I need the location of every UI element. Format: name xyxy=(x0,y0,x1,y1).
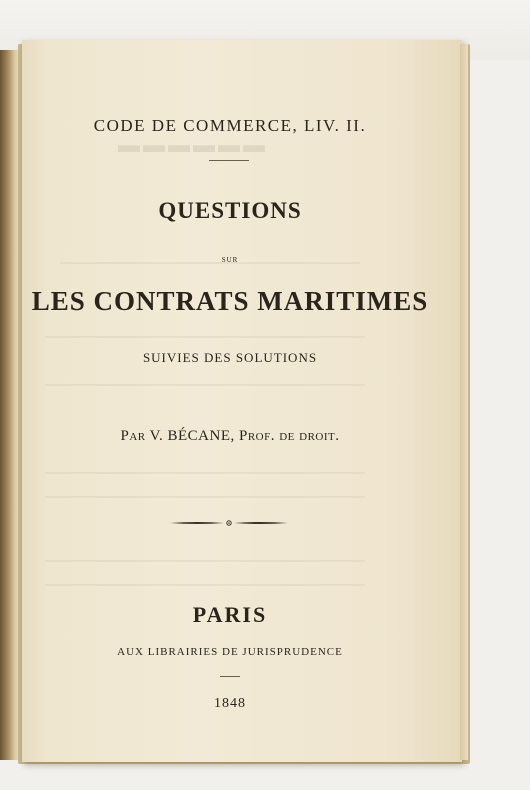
ornament-rule-icon xyxy=(168,518,290,528)
bleed-through-line xyxy=(45,560,365,562)
bleed-through-line xyxy=(45,472,365,474)
book-spine xyxy=(0,50,18,760)
subtitle: SUIVIES DES SOLUTIONS xyxy=(142,350,318,365)
bleed-through-line xyxy=(45,336,365,338)
publication-year: 1848 xyxy=(214,696,246,711)
series-heading: CODE DE COMMERCE, LIV. II. xyxy=(93,116,367,135)
author-line: Par V. BÉCANE, Prof. de droit. xyxy=(120,428,340,444)
bleed-through-heading: ▬▬▬▬▬▬ xyxy=(115,132,265,157)
questions-heading: QUESTIONS xyxy=(158,198,302,223)
main-title: LES CONTRATS MARITIMES xyxy=(31,286,429,316)
divider-rule xyxy=(220,676,240,677)
publication-city: PARIS xyxy=(192,602,268,627)
connector-word: SUR xyxy=(221,256,239,264)
bleed-through-line xyxy=(45,496,365,498)
bleed-through-line xyxy=(45,384,365,386)
divider-rule xyxy=(209,160,249,161)
publisher: AUX LIBRAIRIES DE JURISPRUDENCE xyxy=(117,646,343,658)
page-edge xyxy=(460,44,468,760)
bleed-through-line xyxy=(45,584,365,586)
